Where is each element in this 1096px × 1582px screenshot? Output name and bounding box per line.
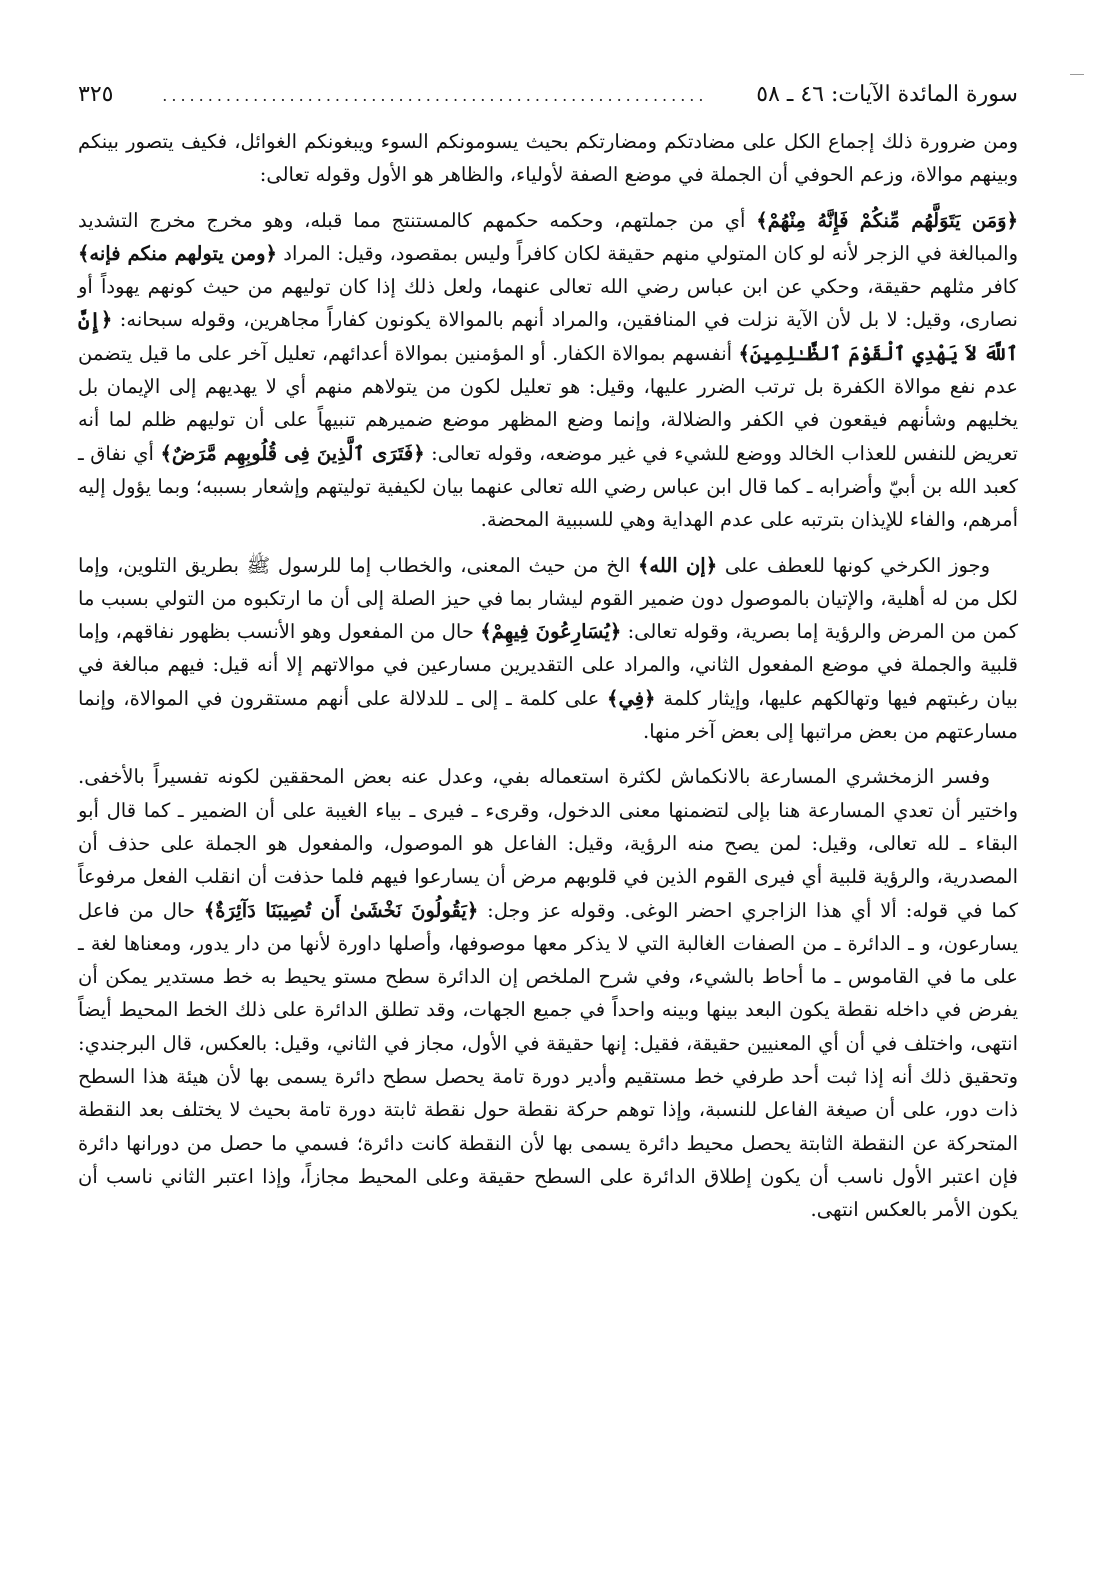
quran-quote: ﴿وَمَن يَتَوَلَّهُم مِّنكُمْ فَإِنَّهُ مِنْهُمْ﴾	[756, 208, 1018, 232]
quran-quote: ﴿فَتَرَى ٱلَّذِينَ فِى قُلُوبِهِم مَّرَضٌ﴾	[160, 441, 425, 465]
commentary-text: وجوز الكرخي كونها للعطف على	[717, 553, 990, 577]
quran-quote: ﴿يُسَارِعُونَ فِيهِمْ﴾	[480, 620, 622, 644]
commentary-text: أي نفاق ـ كعبد الله بن أبيّ وأضرابه ـ كما قال ابن عباس رضي الله تعالى عنهما بيان لكيفية توليتهم وإشعار بسببه؛ وبما يؤول إليه أمرهم، والفاء للإيذان بترتبه على عدم الهداية وهي للسببية المحضة.	[78, 441, 1018, 532]
surah-heading: سورة المائدة الآيات: ٤٦ ـ ٥٨	[756, 82, 1018, 107]
paragraph-p3	[78, 549, 1018, 749]
commentary-text: ومن ضرورة ذلك إجماع الكل على مضادتكم ومضارتكم بحيث يسومونكم السوء ويبغونكم الغوائل، فكيف يتصور بينكم وبينهم موالاة، وزعم الحوفي أن الجملة في موضع الصفة لأولياء، والظاهر هو الأول وقوله تعالى:	[78, 130, 1018, 187]
paragraph-p4	[78, 760, 1018, 1226]
margin-mark	[1070, 74, 1084, 75]
commentary-text: حال من المفعول وهو الأنسب بظهور نفاقهم، وإما قلبية والجملة في موضع المفعول الثاني، والمراد على التقديرين مسارعين في موالاتهم إلا أنه قيل: فيهم مبالغة في بيان رغبتهم فيها وتهالكهم عليها، وإيثار كلمة	[78, 620, 1018, 710]
commentary-text: كافر مثلهم حقيقة، وحكي عن ابن عباس رضي الله تعالى عنهما، ولعل ذلك إذا كان توليهم من حيث كونهم يهوداً أو نصارى، وقيل: لا بل لأن الآية نزلت في المنافقين، والمراد أنهم بالموالاة يكونون كفاراً مجاهرين، وقوله سبحانه:	[78, 275, 1018, 332]
quran-quote: ﴿فِي﴾	[607, 686, 656, 710]
quran-quote: ﴿إن الله﴾	[637, 553, 718, 577]
commentary-text: حال من فاعل يسارعون، و ـ الدائرة ـ من الصفات الغالبة التي لا يذكر معها موصوفها، وأصلها داورة لأنها من دار يدور، ومعناها لغة ـ على ما في القاموس ـ ما أحاط بالشيء، وفي شرح الملخص إن الدائرة سطح مستو يحيط به خط مستدير يمكن أن يفرض في داخله نقطة يكون البعد بينها وبينه واحداً في جميع الجهات، وقد تطلق الدائرة على ذلك الخط المحيط أيضاً انتهى، واختلف في أن أي المعنيين حقيقة، فقيل: إنها حقيقة في الأول، مجاز في الثاني، وقيل: بالعكس، قال البرجندي: وتحقيق ذلك أنه إذا ثبت أحد طرفي خط مستقيم وأدير دورة تامة يحصل سطح دائرة يسمى بها لأن هيئة هذا السطح ذات دور، على أن صيغة الفاعل للنسبة، وإذا توهم حركة نقطة حول نقطة ثابتة دورة تامة بحيث لا يختلف بعد النقطة المتحركة عن النقطة الثابتة يحصل محيط دائرة يسمى بها لأن النقطة كانت دائرة؛ فسمي ما حصل من دورانها دائرة فإن اعتبر الأول ناسب أن يكون إطلاق الدائرة على السطح حقيقة وعلى المحيط مجازاً، وإذا اعتبر الثاني ناسب أن يكون الأمر بالعكس انتهى.	[78, 898, 1018, 1222]
commentary-text: وفسر الزمخشري المسارعة بالانكماش لكثرة استعماله بفي، وعدل عنه بعض المحققين لكونه تفسيراً بالأخفى. واختير أن تعدي المسارعة هنا بإلى لتضمنها معنى الدخول، وقرىء ـ فيرى ـ بياء الغيبة على أن الضمير ـ كما قال أبو البقاء ـ لله تعالى، وقيل: لمن يصح منه الرؤية، وقيل: الفاعل هو الموصول، والمفعول هو الجملة على حذف أن المصدرية، والرؤية قلبية أي فيرى القوم الذين في قلوبهم مرض أن يسارعوا فيهم فلما حذفت أن انقلب الفعل مرفوعاً كما في قوله: ألا أي هذا الزاجري احضر الوغى. وقوله عز وجل:	[78, 765, 1018, 922]
commentary-text: أنفسهم بموالاة الكفار. أو المؤمنين بموالاة أعدائهم، تعليل آخر على ما قيل يتضمن عدم نفع موالاة الكفرة بل ترتب الضرر عليها، وقيل: هو تعليل لكون من يتولاهم منهم أي لا يهديهم إلى الإيمان بل يخليهم وشأنهم فيقعون في الكفر والضلالة، وإنما وضع المظهر موضع ضميرهم تنبيهاً على أن توليهم ظلم لما أنه تعريض للنفس للعذاب الخالد ووضع للشيء في غير موضعه، وقوله تعالى:	[78, 341, 1018, 465]
quran-quote: ﴿يَقُولُونَ نَخْشَىٰ أَن تُصِيبَنَا دَآئِرَةٌ﴾	[203, 898, 479, 922]
commentary-text: الخ من حيث المعنى، والخطاب إما للرسول ﷺ بطريق التلوين، وإما لكل من له أهلية، والإتيان بالموصول دون ضمير القوم ليشار بما في حيز الصلة إلى أن ما ارتكبوه من التولي بسبب ما كمن من المرض والرؤية إما بصرية، وقوله تعالى:	[78, 553, 1018, 644]
commentary-text: أي من جملتهم، وحكمه حكمهم كالمستنتج مما قبله، وهو مخرج مخرج التشديد والمبالغة في الزجر لأنه لو كان المتولي منهم حقيقة لكان كافراً وليس بمقصود، وقيل: المراد	[78, 208, 1018, 265]
paragraph-p1	[78, 125, 1018, 192]
paragraph-p2	[78, 204, 1018, 537]
header-leader-dots: ............................................................	[162, 86, 708, 105]
commentary-text: على كلمة ـ إلى ـ للدلالة على أنهم مستقرون في الموالاة، وإنما مسارعتهم من بعض مراتبها إلى بعض آخر منها.	[78, 686, 1018, 744]
running-header	[78, 80, 1018, 115]
quran-quote: ﴿ومن يتولهم منكم فإنه﴾	[78, 241, 277, 265]
page-number: ٣٢٥	[78, 82, 114, 107]
quran-quote: ﴿إِنَّ ٱللَّهَ لاَ يَهْدِي ٱلْقَوْمَ ٱلظَّـٰلِمِينَ﴾	[78, 308, 1018, 365]
commentary-body	[78, 125, 1018, 1227]
